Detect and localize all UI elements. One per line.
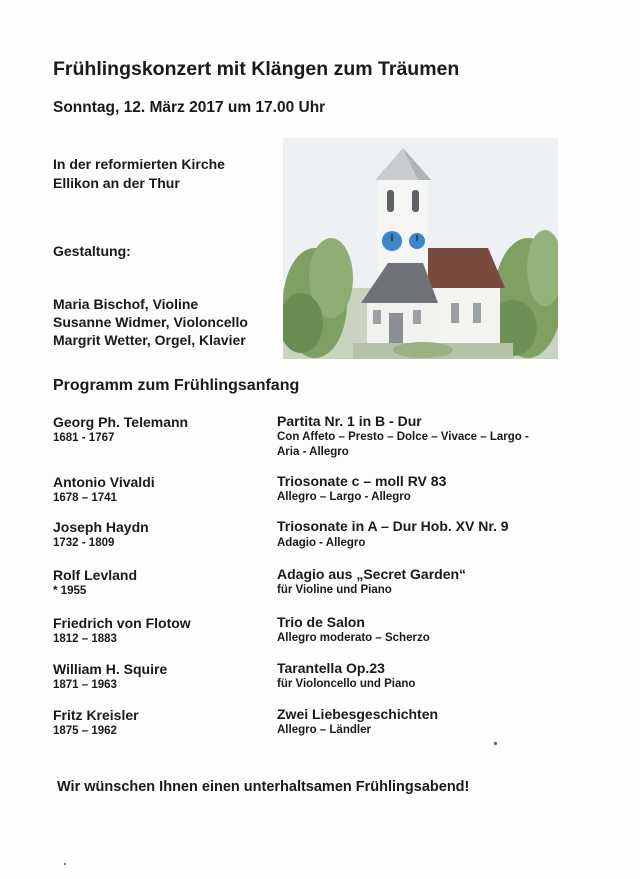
work-detail: Allegro – Ländler	[277, 724, 371, 736]
work-title: Triosonate c – moll RV 83	[277, 473, 447, 489]
work-detail: Allegro – Largo - Allegro	[277, 491, 411, 503]
scan-speck	[494, 742, 497, 745]
venue-line-1: In der reformierten Kirche	[53, 156, 225, 172]
gestaltung-heading: Gestaltung:	[53, 243, 131, 259]
work-title: Trio de Salon	[277, 614, 365, 630]
work-title: Tarantella Op.23	[277, 660, 385, 676]
composer-name: Joseph Haydn	[53, 519, 149, 535]
work-detail: Allegro moderato – Scherzo	[277, 632, 430, 644]
event-date: Sonntag, 12. März 2017 um 17.00 Uhr	[53, 99, 326, 116]
performer-1: Maria Bischof, Violine	[53, 296, 199, 312]
composer-years: * 1955	[53, 585, 87, 597]
performer-3: Margrit Wetter, Orgel, Klavier	[53, 332, 246, 348]
performer-2: Susanne Widmer, Violoncello	[53, 314, 248, 330]
work-detail: Aria - Allegro	[277, 446, 349, 458]
work-title: Triosonate in A – Dur Hob. XV Nr. 9	[277, 518, 509, 534]
composer-years: 1871 – 1963	[53, 679, 117, 691]
scan-speck	[64, 863, 66, 865]
flyer-title: Frühlingskonzert mit Klängen zum Träumen	[53, 58, 460, 80]
composer-years: 1678 – 1741	[53, 492, 117, 504]
work-title: Adagio aus „Secret Garden“	[277, 566, 467, 582]
work-title: Partita Nr. 1 in B - Dur	[277, 413, 422, 429]
venue-line-2: Ellikon an der Thur	[53, 175, 180, 191]
work-detail: Adagio - Allegro	[277, 537, 366, 549]
composer-name: Antonio Vivaldi	[53, 474, 155, 490]
work-detail: für Violoncello und Piano	[277, 678, 416, 690]
composer-name: William H. Squire	[53, 661, 168, 677]
work-title: Zwei Liebesgeschichten	[277, 706, 439, 722]
work-detail: für Violine und Piano	[277, 584, 392, 596]
composer-years: 1875 – 1962	[53, 725, 117, 737]
closing-line: Wir wünschen Ihnen einen unterhaltsamen Frühlingsabend!	[57, 779, 470, 795]
composer-name: Friedrich von Flotow	[53, 615, 191, 631]
composer-name: Fritz Kreisler	[53, 707, 139, 723]
program-heading: Programm zum Frühlingsanfang	[53, 377, 300, 394]
work-detail: Con Affeto – Presto – Dolce – Vivace – Largo -	[277, 431, 529, 443]
composer-name: Rolf Levland	[53, 567, 138, 583]
church-photo	[283, 138, 558, 359]
composer-years: 1681 - 1767	[53, 432, 115, 444]
composer-years: 1732 - 1809	[53, 537, 115, 549]
composer-years: 1812 – 1883	[53, 633, 117, 645]
composer-name: Georg Ph. Telemann	[53, 414, 189, 430]
